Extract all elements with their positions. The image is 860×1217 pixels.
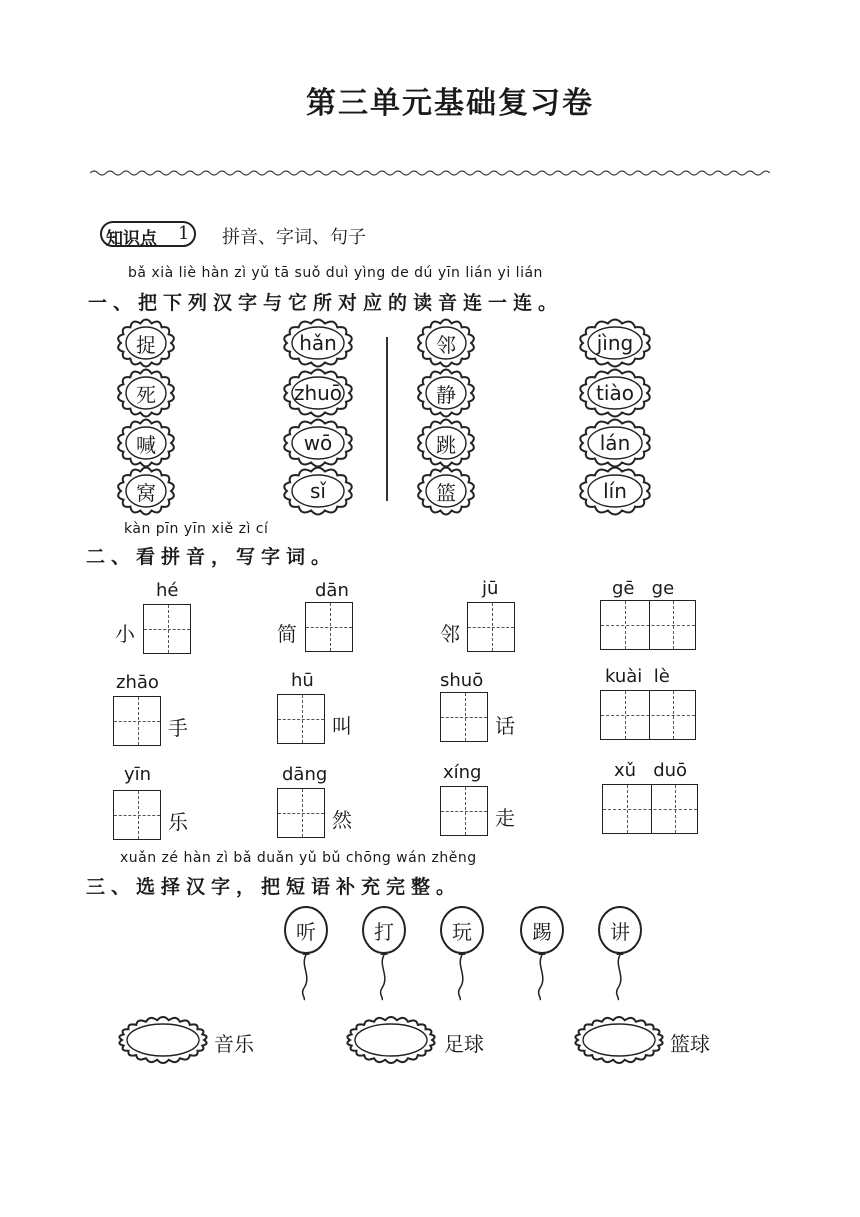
q2-pinyin: kàn pīn yīn xiě zì cí — [124, 521, 269, 537]
q2-item-10-pinyin: dāng — [282, 764, 328, 785]
knowledge-point-badge — [100, 221, 196, 247]
grid-guide-vertical — [302, 789, 303, 837]
balloon-5[interactable] — [596, 906, 644, 1016]
grid-guide-vertical — [302, 695, 303, 743]
grid-guide-horizontal — [114, 815, 160, 816]
grid-guide-vertical — [465, 693, 466, 741]
q2-item-10-char: 然 — [332, 808, 352, 832]
grid-cell-separator — [649, 601, 650, 649]
q2-item-2-pinyin: dān — [315, 580, 349, 601]
q2-item-11-writing-grid[interactable] — [440, 786, 488, 836]
grid-guide-horizontal — [278, 719, 324, 720]
q2-item-7-char: 话 — [495, 714, 515, 738]
right-char-4[interactable] — [416, 466, 476, 516]
q2-item-8-pinyin: kuài lè — [605, 666, 670, 687]
grid-guide-vertical — [492, 603, 493, 651]
right-pinyin-1-label: jìng — [596, 331, 634, 355]
right-char-1-label: 邻 — [436, 332, 456, 357]
q2-item-1-pinyin: hé — [156, 580, 179, 601]
grid-guide-horizontal — [441, 811, 487, 812]
phrase-1-label: 音乐 — [214, 1032, 254, 1056]
answer-oval-2[interactable] — [344, 1014, 438, 1066]
grid-guide-vertical — [673, 601, 674, 649]
q2-item-2-writing-grid[interactable] — [305, 602, 353, 652]
q2-item-4-pinyin: gē ge — [612, 578, 675, 599]
grid-guide-horizontal — [603, 809, 697, 810]
left-pinyin-3-label: wō — [303, 431, 333, 455]
q2-item-6-char: 叫 — [332, 714, 352, 738]
right-pinyin-3-label: lán — [599, 431, 631, 455]
balloon-2[interactable] — [360, 906, 408, 1016]
q2-heading: 二、看拼音，写字词。 — [86, 546, 337, 568]
grid-cell-separator — [649, 691, 650, 739]
q2-item-2-char: 简 — [277, 622, 297, 646]
balloon-1-label: 听 — [296, 920, 316, 944]
left-pinyin-4[interactable] — [282, 466, 354, 516]
left-char-3-label: 喊 — [136, 432, 156, 457]
right-pinyin-2-label: tiào — [596, 381, 634, 405]
grid-cell-separator — [651, 785, 652, 833]
q2-item-6-pinyin: hū — [291, 670, 314, 691]
grid-guide-vertical — [330, 603, 331, 651]
q3-heading: 三、选择汉字，把短语补充完整。 — [86, 876, 462, 898]
left-pinyin-2[interactable] — [282, 368, 354, 418]
right-pinyin-4-label: lín — [603, 479, 627, 503]
q2-item-12-writing-grid[interactable] — [602, 784, 698, 834]
grid-guide-horizontal — [306, 627, 352, 628]
grid-guide-vertical — [625, 691, 626, 739]
phrase-3-label: 篮球 — [670, 1032, 710, 1056]
right-char-3-label: 跳 — [436, 432, 456, 457]
balloon-1[interactable] — [282, 906, 330, 1016]
knowledge-point-label: 知识点 — [106, 229, 157, 249]
right-char-2[interactable] — [416, 368, 476, 418]
grid-guide-horizontal — [278, 813, 324, 814]
q3-pinyin: xuǎn zé hàn zì bǎ duǎn yǔ bǔ chōng wán zhěng — [120, 850, 477, 866]
grid-guide-horizontal — [468, 627, 514, 628]
right-pinyin-3[interactable] — [578, 418, 652, 468]
left-char-3[interactable] — [116, 418, 176, 468]
q2-item-4-writing-grid[interactable] — [600, 600, 696, 650]
q2-item-11-pinyin: xíng — [443, 762, 482, 783]
left-char-4-label: 窝 — [136, 480, 156, 505]
left-char-1[interactable] — [116, 318, 176, 368]
knowledge-point-number: 1 — [178, 223, 190, 244]
balloon-5-label: 讲 — [610, 920, 630, 944]
column-divider — [386, 337, 388, 501]
balloon-4[interactable] — [518, 906, 566, 1016]
balloon-4-label: 踢 — [532, 920, 552, 944]
grid-guide-vertical — [168, 605, 169, 653]
right-char-4-label: 篮 — [436, 480, 456, 505]
q2-item-7-writing-grid[interactable] — [440, 692, 488, 742]
right-char-1[interactable] — [416, 318, 476, 368]
grid-guide-horizontal — [601, 625, 695, 626]
right-pinyin-1[interactable] — [578, 318, 652, 368]
right-char-3[interactable] — [416, 418, 476, 468]
grid-guide-horizontal — [601, 715, 695, 716]
knowledge-point-title: 拼音、字词、句子 — [222, 227, 366, 248]
grid-guide-horizontal — [441, 717, 487, 718]
q2-item-7-pinyin: shuō — [440, 670, 484, 691]
q2-item-5-writing-grid[interactable] — [113, 696, 161, 746]
grid-guide-vertical — [627, 785, 628, 833]
q2-item-3-writing-grid[interactable] — [467, 602, 515, 652]
q2-item-9-char: 乐 — [168, 810, 188, 834]
left-char-2-label: 死 — [136, 382, 156, 407]
grid-guide-vertical — [138, 697, 139, 745]
balloon-3-label: 玩 — [452, 920, 472, 944]
left-char-1-label: 捉 — [136, 332, 156, 357]
q2-item-5-char: 手 — [168, 716, 188, 740]
left-pinyin-1[interactable] — [282, 318, 354, 368]
q2-item-3-pinyin: jū — [482, 578, 499, 599]
q2-item-6-writing-grid[interactable] — [277, 694, 325, 744]
grid-guide-horizontal — [114, 721, 160, 722]
right-pinyin-2[interactable] — [578, 368, 652, 418]
q2-item-9-writing-grid[interactable] — [113, 790, 161, 840]
grid-guide-vertical — [625, 601, 626, 649]
left-pinyin-4-label: sǐ — [310, 479, 326, 503]
balloon-2-label: 打 — [374, 920, 394, 944]
left-char-4[interactable] — [116, 466, 176, 516]
balloon-3[interactable] — [438, 906, 486, 1016]
left-pinyin-3[interactable] — [282, 418, 354, 468]
right-pinyin-4[interactable] — [578, 466, 652, 516]
q2-item-5-pinyin: zhāo — [116, 672, 159, 693]
grid-guide-vertical — [675, 785, 676, 833]
left-pinyin-2-label: zhuō — [293, 381, 343, 405]
left-pinyin-1-label: hǎn — [299, 331, 337, 355]
grid-guide-horizontal — [144, 629, 190, 630]
grid-guide-vertical — [138, 791, 139, 839]
q2-item-1-char: 小 — [115, 622, 135, 646]
answer-oval-1[interactable] — [116, 1014, 210, 1066]
grid-guide-vertical — [465, 787, 466, 835]
q2-item-3-char: 邻 — [440, 622, 460, 646]
wavy-divider — [90, 168, 770, 178]
q1-heading: 一、把下列汉字与它所对应的读音连一连。 — [88, 292, 564, 314]
q2-item-9-pinyin: yīn — [124, 764, 152, 785]
q1-pinyin: bǎ xià liè hàn zì yǔ tā suǒ duì yìng de dú yīn lián yi lián — [128, 265, 543, 281]
right-char-2-label: 静 — [436, 382, 456, 407]
page-title: 第三单元基础复习卷 — [306, 86, 594, 121]
q2-item-8-writing-grid[interactable] — [600, 690, 696, 740]
phrase-2-label: 足球 — [444, 1032, 484, 1056]
q2-item-1-writing-grid[interactable] — [143, 604, 191, 654]
q2-item-11-char: 走 — [495, 806, 515, 830]
left-char-2[interactable] — [116, 368, 176, 418]
q2-item-10-writing-grid[interactable] — [277, 788, 325, 838]
answer-oval-3[interactable] — [572, 1014, 666, 1066]
grid-guide-vertical — [673, 691, 674, 739]
q2-item-12-pinyin: xǔ duō — [614, 760, 688, 781]
